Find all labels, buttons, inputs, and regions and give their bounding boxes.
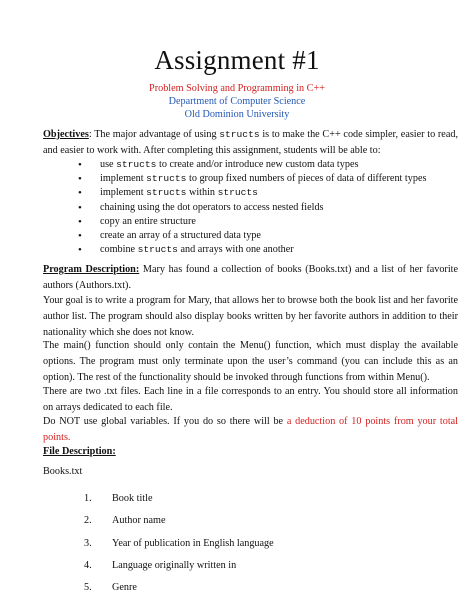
university-name: Old Dominion University xyxy=(184,109,290,120)
bullet-icon: • xyxy=(78,215,82,228)
bullet-icon: • xyxy=(78,201,82,214)
list-text: Year of publication in English language xyxy=(112,537,274,549)
list-text: Book title xyxy=(112,493,153,504)
books-fields-list xyxy=(84,488,274,599)
objectives-text-part: : The major advantage of using xyxy=(88,129,220,140)
list-number: 2. xyxy=(84,515,92,527)
goal-paragraph: Your goal is to write a program for Mary, that allows her to browse both the book list and her favorite author list. The program should also display books written by her favorite authors in addition to their nationality which she does not know. xyxy=(43,295,458,338)
global-variables-paragraph xyxy=(43,414,458,446)
list-item xyxy=(84,533,274,555)
bullet-text: to create and/or introduce new custom data types xyxy=(156,159,359,170)
bullet-text: use xyxy=(100,159,117,170)
list-item xyxy=(78,186,438,200)
code-structs: structs xyxy=(137,244,178,256)
bullet-text: copy an entire structure xyxy=(100,215,196,227)
list-item xyxy=(78,215,438,229)
bullet-icon: • xyxy=(78,173,82,186)
program-description-paragraph xyxy=(43,262,458,294)
code-structs: structs xyxy=(219,129,260,140)
course-name: Problem Solving and Programming in C++ xyxy=(149,83,325,94)
objectives-text-part: is to make the C++ code simpler, easier to read, and easier to work with. After completing this assignment, students will be able to: xyxy=(43,129,458,156)
list-number: 5. xyxy=(84,582,92,594)
list-item xyxy=(78,158,438,172)
bullet-text: chaining using the dot operators to access nested fields xyxy=(100,201,324,213)
file-description-heading xyxy=(43,444,458,460)
list-number: 1. xyxy=(84,493,92,504)
list-item xyxy=(84,510,274,532)
bullet-text: implement xyxy=(100,187,147,199)
code-structs: structs xyxy=(146,173,187,185)
list-number: 3. xyxy=(84,537,92,549)
code-structs: structs xyxy=(146,187,187,199)
bullet-text: to group fixed numbers of pieces of data of different types xyxy=(186,173,427,185)
list-item xyxy=(78,229,438,243)
objectives-list xyxy=(78,158,438,257)
txt-files-paragraph: There are two .txt files. Each line in a file corresponds to an entry. You should store all information on arrays dedicated to each file. xyxy=(43,386,458,413)
page-title: Assignment #1 xyxy=(154,45,320,75)
list-item xyxy=(78,172,438,186)
bullet-icon: • xyxy=(78,244,82,257)
paragraph-text: Mary has found a collection of books (Books.txt) and a list of her favorite authors (Authors.txt). xyxy=(43,264,459,291)
deduction-warning: a deduction of 10 points from your total points. xyxy=(43,416,459,443)
code-structs: structs xyxy=(217,187,258,199)
list-text: Genre xyxy=(112,582,137,594)
objectives-heading: Objectives xyxy=(43,129,89,140)
list-number: 4. xyxy=(84,559,92,571)
list-text: Author name xyxy=(112,515,166,527)
bullet-text: combine xyxy=(100,244,138,256)
department-name: Department of Computer Science xyxy=(168,96,306,107)
program-description-heading: Program Description: xyxy=(43,264,140,275)
code-structs: structs xyxy=(116,159,157,170)
bullet-icon: • xyxy=(78,230,82,243)
main-function-paragraph: The main() function should only contain the Menu() function, which must display the available options. The program must only terminate upon the user’s command (you can include this as an option). The rest of the functionality should be invoked through functions from within Menu(). xyxy=(43,340,458,383)
list-text: Language originally written in xyxy=(112,559,237,571)
list-item xyxy=(84,577,274,599)
objectives-paragraph xyxy=(43,127,458,159)
bullet-icon: • xyxy=(78,159,82,171)
file-name: Books.txt xyxy=(43,466,83,477)
list-item xyxy=(84,488,274,510)
section-heading: File Description: xyxy=(43,446,116,457)
bullet-text: within xyxy=(186,187,218,199)
bullet-icon: • xyxy=(78,187,82,200)
bullet-text: implement xyxy=(100,173,147,185)
list-item xyxy=(78,201,438,215)
bullet-text: and arrays with one another xyxy=(177,244,294,256)
list-item xyxy=(78,243,438,257)
paragraph-text: Do NOT use global variables. If you do so there will be xyxy=(43,416,287,427)
list-item xyxy=(84,555,274,577)
bullet-text: create an array of a structured data type xyxy=(100,230,261,242)
